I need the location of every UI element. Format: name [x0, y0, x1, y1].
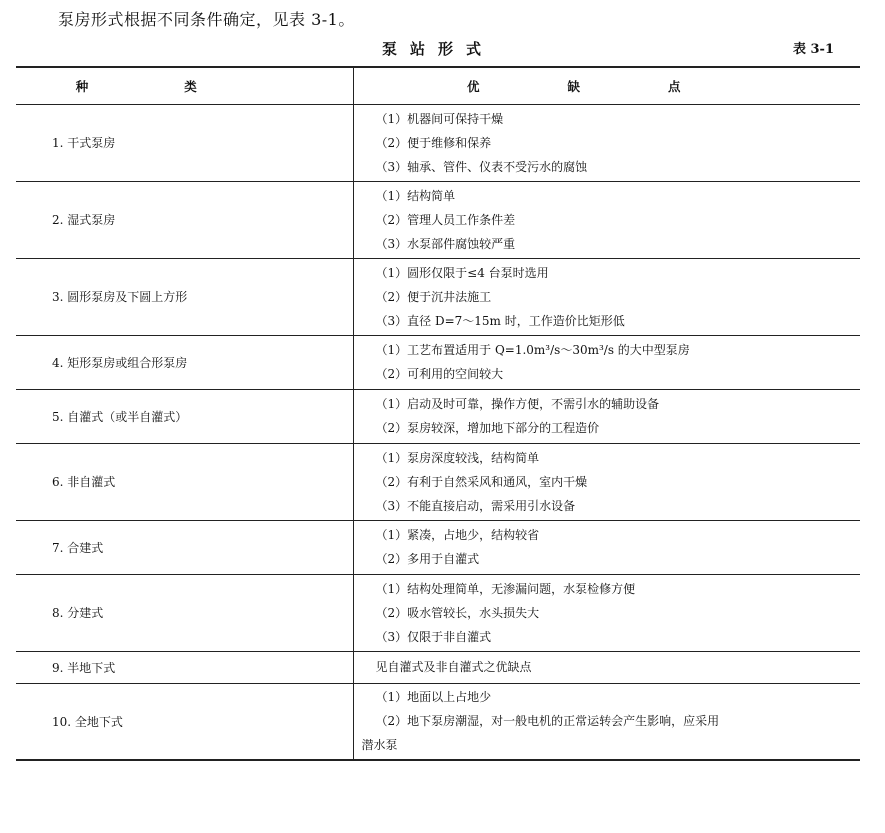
pros-cons-point: （2）多用于自灌式 [375, 552, 480, 566]
pros-cons-point: （3）直径 D=7～15m 时，工作造价比矩形低 [375, 313, 625, 328]
table-row [16, 389, 860, 443]
pros-cons-point: （1）泵房深度较浅，结构简单 [375, 450, 540, 465]
pump-type-cell: 10. 全地下式 [16, 683, 353, 760]
pros-cons-point: （1）结构处理简单，无渗漏问题，水泵检修方便 [375, 581, 636, 596]
table-row [16, 181, 860, 258]
pump-type-cell: 9. 半地下式 [16, 651, 353, 683]
pros-cons-point: （3）不能直接启动，需采用引水设备 [375, 498, 576, 513]
table-caption [16, 38, 860, 58]
pros-cons-point: （1）紧凑，占地少，结构较省 [375, 528, 540, 542]
pros-cons-point: （1）圆形仅限于≤4 台泵时选用 [375, 265, 549, 280]
pros-cons-point: （3）水泵部件腐蚀较严重 [375, 236, 516, 251]
table-row [16, 258, 860, 335]
pros-cons-point: （1）机器间可保持干燥 [375, 111, 504, 126]
pros-cons-cell [353, 574, 860, 651]
pros-cons-cell [353, 181, 860, 258]
pump-type-cell: 3. 圆形泵房及下圆上方形 [16, 258, 353, 335]
header-type: 种类 [16, 67, 353, 104]
pros-cons-cell [353, 520, 860, 574]
pros-cons-point: （3）仅限于非自灌式 [375, 629, 492, 644]
pros-cons-point: （2）吸水管较长，水头损失大 [375, 605, 540, 620]
pros-cons-point: 见自灌式及非自灌式之优缺点 [375, 660, 532, 674]
pros-cons-cell [353, 335, 860, 389]
table-title: 泵站形式 [381, 40, 494, 58]
table-row [16, 104, 860, 181]
pros-cons-cell [353, 104, 860, 181]
pros-cons-point: （1）工艺布置适用于 Q=1.0m³/s～30m³/s 的大中型泵房 [375, 343, 690, 357]
pros-cons-point: （3）轴承、管件、仪表不受污水的腐蚀 [375, 159, 588, 174]
header-pros-cons: 优缺点 [353, 67, 860, 104]
pump-type-cell: 1. 干式泵房 [16, 104, 353, 181]
table-row [16, 335, 860, 389]
pump-type-cell: 6. 非自灌式 [16, 443, 353, 520]
pros-cons-point: 潜水泵 [361, 738, 398, 753]
pros-cons-cell [353, 683, 860, 760]
pros-cons-point: （2）可利用的空间较大 [375, 367, 504, 381]
pros-cons-point: （2）地下泵房潮湿，对一般电机的正常运转会产生影响，应采用 [375, 714, 720, 729]
table-label: 表 3-1 [792, 42, 834, 57]
pump-type-cell: 4. 矩形泵房或组合形泵房 [16, 335, 353, 389]
pros-cons-cell [353, 389, 860, 443]
pros-cons-point: （1）启动及时可靠，操作方便，不需引水的辅助设备 [375, 397, 660, 411]
pros-cons-cell [353, 443, 860, 520]
pros-cons-point: （1）地面以上占地少 [375, 690, 492, 705]
pump-type-cell: 8. 分建式 [16, 574, 353, 651]
pros-cons-point: （1）结构简单 [375, 188, 456, 203]
table-row [16, 520, 860, 574]
table-row [16, 683, 860, 760]
pump-type-cell: 7. 合建式 [16, 520, 353, 574]
pump-station-table [16, 66, 860, 761]
pros-cons-point: （2）管理人员工作条件差 [375, 212, 516, 227]
pros-cons-point: （2）有利于自然采风和通风，室内干燥 [375, 474, 588, 489]
pros-cons-point: （2）便于维修和保养 [375, 135, 492, 150]
pros-cons-cell [353, 651, 860, 683]
table-row [16, 574, 860, 651]
intro-text: 泵房形式根据不同条件确定，见表 3-1。 [58, 10, 355, 29]
table-row [16, 443, 860, 520]
pros-cons-point: （2）便于沉井法施工 [375, 289, 492, 304]
pump-type-cell: 2. 湿式泵房 [16, 181, 353, 258]
table-header-row [16, 67, 860, 104]
pros-cons-point: （2）泵房较深，增加地下部分的工程造价 [375, 421, 600, 435]
pros-cons-cell [353, 258, 860, 335]
pump-type-cell: 5. 自灌式（或半自灌式） [16, 389, 353, 443]
table-row [16, 651, 860, 683]
